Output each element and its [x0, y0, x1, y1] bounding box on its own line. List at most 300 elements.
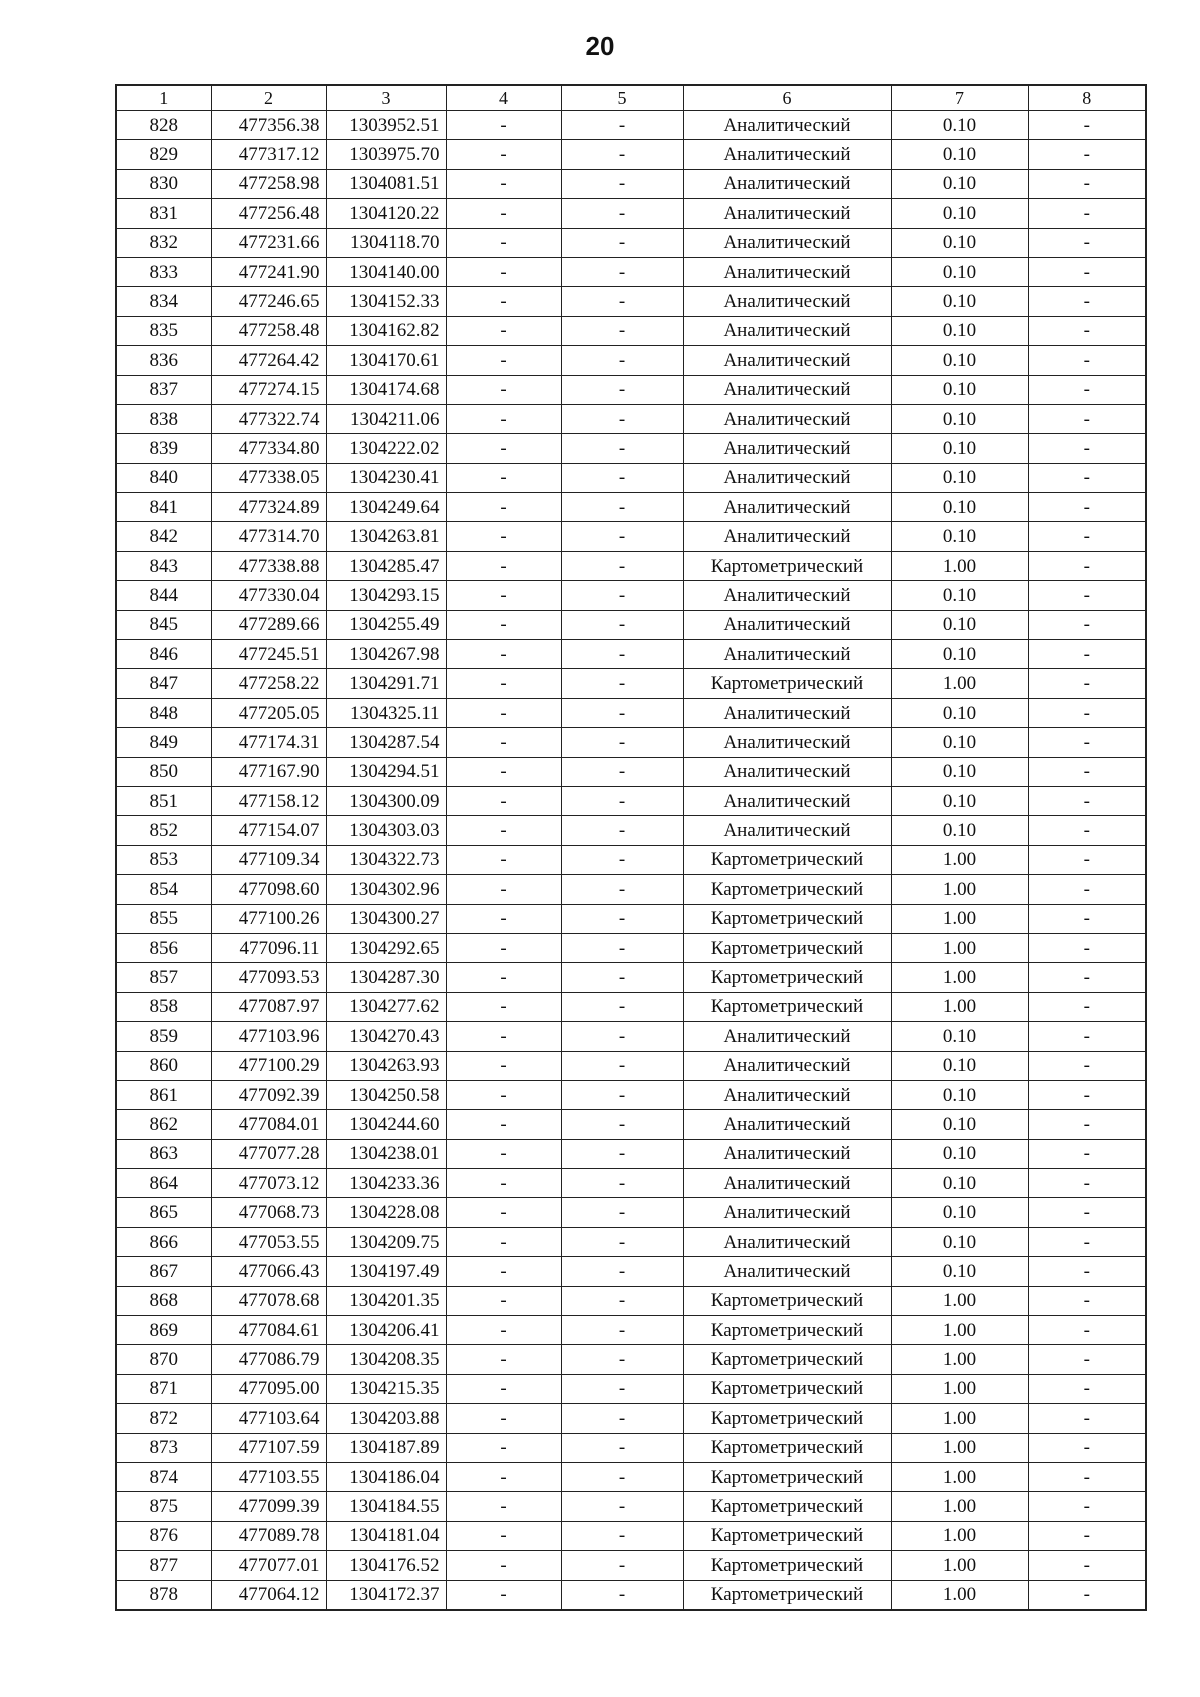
cell-method: Аналитический	[683, 757, 891, 786]
cell-coordinate-x: 477356.38	[211, 111, 326, 140]
cell-col-8: -	[1028, 845, 1146, 874]
cell-method: Аналитический	[683, 346, 891, 375]
cell-col-5: -	[561, 463, 683, 492]
table-row	[116, 875, 1146, 904]
cell-coordinate-y: 1304302.96	[326, 875, 446, 904]
cell-accuracy: 0.10	[891, 757, 1028, 786]
cell-col-8: -	[1028, 1110, 1146, 1139]
table-row	[116, 1551, 1146, 1580]
cell-accuracy: 0.10	[891, 169, 1028, 198]
cell-accuracy: 1.00	[891, 669, 1028, 698]
cell-col-5: -	[561, 610, 683, 639]
cell-method: Аналитический	[683, 698, 891, 727]
cell-coordinate-x: 477064.12	[211, 1580, 326, 1610]
cell-method: Аналитический	[683, 1110, 891, 1139]
table-row	[116, 1198, 1146, 1227]
cell-col-8: -	[1028, 963, 1146, 992]
cell-coordinate-x: 477098.60	[211, 875, 326, 904]
cell-coordinate-x: 477314.70	[211, 522, 326, 551]
cell-col-4: -	[446, 316, 561, 345]
cell-point-number: 847	[116, 669, 211, 698]
table-row	[116, 1110, 1146, 1139]
cell-method: Картометрический	[683, 992, 891, 1021]
cell-col-4: -	[446, 551, 561, 580]
cell-point-number: 856	[116, 933, 211, 962]
cell-accuracy: 0.10	[891, 1139, 1028, 1168]
cell-col-5: -	[561, 904, 683, 933]
cell-col-4: -	[446, 1580, 561, 1610]
cell-coordinate-y: 1304206.41	[326, 1316, 446, 1345]
cell-coordinate-x: 477100.29	[211, 1051, 326, 1080]
cell-accuracy: 1.00	[891, 1345, 1028, 1374]
cell-accuracy: 1.00	[891, 1316, 1028, 1345]
cell-col-5: -	[561, 786, 683, 815]
cell-col-8: -	[1028, 1316, 1146, 1345]
cell-coordinate-x: 477073.12	[211, 1169, 326, 1198]
cell-method: Аналитический	[683, 1198, 891, 1227]
cell-method: Аналитический	[683, 199, 891, 228]
cell-point-number: 865	[116, 1198, 211, 1227]
cell-col-4: -	[446, 1462, 561, 1491]
cell-col-5: -	[561, 963, 683, 992]
cell-method: Аналитический	[683, 404, 891, 433]
cell-coordinate-y: 1304300.27	[326, 904, 446, 933]
table-row	[116, 257, 1146, 286]
cell-accuracy: 1.00	[891, 1374, 1028, 1403]
cell-col-4: -	[446, 434, 561, 463]
cell-accuracy: 1.00	[891, 904, 1028, 933]
cell-point-number: 843	[116, 551, 211, 580]
cell-col-4: -	[446, 493, 561, 522]
cell-coordinate-y: 1304285.47	[326, 551, 446, 580]
table-row	[116, 1492, 1146, 1521]
cell-coordinate-x: 477245.51	[211, 640, 326, 669]
cell-point-number: 864	[116, 1169, 211, 1198]
cell-method: Аналитический	[683, 581, 891, 610]
cell-coordinate-y: 1304118.70	[326, 228, 446, 257]
cell-point-number: 878	[116, 1580, 211, 1610]
cell-col-5: -	[561, 1227, 683, 1256]
cell-col-4: -	[446, 1551, 561, 1580]
cell-col-5: -	[561, 1433, 683, 1462]
cell-col-4: -	[446, 963, 561, 992]
cell-coordinate-x: 477205.05	[211, 698, 326, 727]
cell-accuracy: 1.00	[891, 1521, 1028, 1550]
table-row	[116, 199, 1146, 228]
cell-accuracy: 0.10	[891, 610, 1028, 639]
cell-col-8: -	[1028, 316, 1146, 345]
cell-method: Аналитический	[683, 140, 891, 169]
cell-coordinate-y: 1304228.08	[326, 1198, 446, 1227]
cell-point-number: 871	[116, 1374, 211, 1403]
cell-col-8: -	[1028, 904, 1146, 933]
cell-method: Аналитический	[683, 287, 891, 316]
table-row	[116, 1462, 1146, 1491]
cell-coordinate-x: 477084.01	[211, 1110, 326, 1139]
table-row	[116, 1316, 1146, 1345]
cell-col-8: -	[1028, 1022, 1146, 1051]
cell-col-5: -	[561, 228, 683, 257]
cell-accuracy: 0.10	[891, 346, 1028, 375]
cell-method: Картометрический	[683, 1462, 891, 1491]
cell-method: Картометрический	[683, 1492, 891, 1521]
cell-col-4: -	[446, 287, 561, 316]
table-row	[116, 287, 1146, 316]
column-header: 8	[1028, 85, 1146, 111]
cell-col-4: -	[446, 1198, 561, 1227]
cell-point-number: 869	[116, 1316, 211, 1345]
cell-point-number: 870	[116, 1345, 211, 1374]
table-row	[116, 1374, 1146, 1403]
cell-point-number: 846	[116, 640, 211, 669]
cell-accuracy: 0.10	[891, 1080, 1028, 1109]
cell-accuracy: 0.10	[891, 287, 1028, 316]
cell-point-number: 842	[116, 522, 211, 551]
cell-col-4: -	[446, 669, 561, 698]
cell-col-4: -	[446, 1404, 561, 1433]
cell-col-8: -	[1028, 1051, 1146, 1080]
table-row	[116, 375, 1146, 404]
cell-col-5: -	[561, 1286, 683, 1315]
cell-col-5: -	[561, 875, 683, 904]
cell-method: Аналитический	[683, 640, 891, 669]
cell-accuracy: 1.00	[891, 1551, 1028, 1580]
cell-col-8: -	[1028, 1433, 1146, 1462]
cell-col-4: -	[446, 111, 561, 140]
column-header: 7	[891, 85, 1028, 111]
table-row	[116, 551, 1146, 580]
cell-col-4: -	[446, 1316, 561, 1345]
cell-col-5: -	[561, 728, 683, 757]
table-row	[116, 904, 1146, 933]
cell-point-number: 845	[116, 610, 211, 639]
cell-col-8: -	[1028, 698, 1146, 727]
cell-point-number: 873	[116, 1433, 211, 1462]
cell-col-5: -	[561, 140, 683, 169]
cell-accuracy: 1.00	[891, 1462, 1028, 1491]
cell-coordinate-x: 477078.68	[211, 1286, 326, 1315]
cell-col-8: -	[1028, 786, 1146, 815]
cell-coordinate-y: 1304233.36	[326, 1169, 446, 1198]
cell-coordinate-y: 1304140.00	[326, 257, 446, 286]
cell-method: Картометрический	[683, 1286, 891, 1315]
cell-coordinate-y: 1304174.68	[326, 375, 446, 404]
cell-point-number: 832	[116, 228, 211, 257]
cell-point-number: 851	[116, 786, 211, 815]
cell-coordinate-x: 477077.28	[211, 1139, 326, 1168]
cell-col-5: -	[561, 404, 683, 433]
cell-point-number: 828	[116, 111, 211, 140]
cell-col-8: -	[1028, 640, 1146, 669]
cell-col-5: -	[561, 1462, 683, 1491]
cell-coordinate-y: 1303952.51	[326, 111, 446, 140]
cell-method: Аналитический	[683, 434, 891, 463]
table-row	[116, 1080, 1146, 1109]
cell-col-8: -	[1028, 199, 1146, 228]
cell-coordinate-y: 1304152.33	[326, 287, 446, 316]
cell-method: Картометрический	[683, 1374, 891, 1403]
cell-coordinate-y: 1304263.93	[326, 1051, 446, 1080]
cell-col-8: -	[1028, 669, 1146, 698]
cell-point-number: 858	[116, 992, 211, 1021]
cell-col-8: -	[1028, 1286, 1146, 1315]
cell-col-8: -	[1028, 257, 1146, 286]
cell-col-8: -	[1028, 287, 1146, 316]
cell-col-8: -	[1028, 1198, 1146, 1227]
cell-col-8: -	[1028, 757, 1146, 786]
cell-col-8: -	[1028, 404, 1146, 433]
cell-col-4: -	[446, 140, 561, 169]
cell-coordinate-x: 477086.79	[211, 1345, 326, 1374]
cell-accuracy: 0.10	[891, 316, 1028, 345]
cell-coordinate-y: 1304294.51	[326, 757, 446, 786]
cell-col-4: -	[446, 786, 561, 815]
table-row	[116, 1169, 1146, 1198]
cell-method: Аналитический	[683, 1080, 891, 1109]
cell-point-number: 830	[116, 169, 211, 198]
table-row	[116, 140, 1146, 169]
cell-method: Картометрический	[683, 1316, 891, 1345]
cell-point-number: 859	[116, 1022, 211, 1051]
cell-accuracy: 1.00	[891, 1433, 1028, 1462]
table-row	[116, 728, 1146, 757]
cell-col-5: -	[561, 1139, 683, 1168]
cell-col-5: -	[561, 698, 683, 727]
cell-col-4: -	[446, 640, 561, 669]
cell-coordinate-y: 1303975.70	[326, 140, 446, 169]
cell-col-5: -	[561, 845, 683, 874]
table-header-row	[116, 85, 1146, 111]
cell-col-8: -	[1028, 581, 1146, 610]
table-row	[116, 1433, 1146, 1462]
cell-col-5: -	[561, 1521, 683, 1550]
cell-method: Аналитический	[683, 1022, 891, 1051]
cell-coordinate-x: 477087.97	[211, 992, 326, 1021]
column-header: 2	[211, 85, 326, 111]
cell-coordinate-y: 1304208.35	[326, 1345, 446, 1374]
cell-method: Аналитический	[683, 1139, 891, 1168]
cell-col-8: -	[1028, 463, 1146, 492]
cell-coordinate-x: 477095.00	[211, 1374, 326, 1403]
cell-col-5: -	[561, 669, 683, 698]
cell-col-8: -	[1028, 1404, 1146, 1433]
cell-coordinate-y: 1304170.61	[326, 346, 446, 375]
cell-col-5: -	[561, 1404, 683, 1433]
cell-accuracy: 0.10	[891, 257, 1028, 286]
cell-point-number: 835	[116, 316, 211, 345]
cell-coordinate-x: 477317.12	[211, 140, 326, 169]
cell-coordinate-x: 477322.74	[211, 404, 326, 433]
cell-coordinate-x: 477264.42	[211, 346, 326, 375]
cell-col-5: -	[561, 375, 683, 404]
cell-col-5: -	[561, 346, 683, 375]
cell-col-8: -	[1028, 493, 1146, 522]
cell-col-4: -	[446, 463, 561, 492]
table-row	[116, 404, 1146, 433]
cell-coordinate-y: 1304176.52	[326, 1551, 446, 1580]
cell-accuracy: 0.10	[891, 375, 1028, 404]
cell-coordinate-x: 477231.66	[211, 228, 326, 257]
table-row	[116, 610, 1146, 639]
cell-accuracy: 0.10	[891, 816, 1028, 845]
cell-accuracy: 1.00	[891, 933, 1028, 962]
cell-accuracy: 0.10	[891, 1022, 1028, 1051]
cell-coordinate-y: 1304277.62	[326, 992, 446, 1021]
cell-col-4: -	[446, 1169, 561, 1198]
cell-accuracy: 1.00	[891, 963, 1028, 992]
cell-col-8: -	[1028, 1580, 1146, 1610]
cell-coordinate-y: 1304249.64	[326, 493, 446, 522]
cell-method: Аналитический	[683, 522, 891, 551]
cell-coordinate-x: 477103.64	[211, 1404, 326, 1433]
table-row	[116, 346, 1146, 375]
cell-coordinate-y: 1304292.65	[326, 933, 446, 962]
table-row	[116, 1286, 1146, 1315]
cell-col-5: -	[561, 1051, 683, 1080]
cell-col-8: -	[1028, 1227, 1146, 1256]
cell-method: Картометрический	[683, 1521, 891, 1550]
cell-coordinate-x: 477256.48	[211, 199, 326, 228]
cell-method: Картометрический	[683, 1551, 891, 1580]
cell-point-number: 849	[116, 728, 211, 757]
table-row	[116, 1227, 1146, 1256]
cell-point-number: 877	[116, 1551, 211, 1580]
cell-coordinate-x: 477274.15	[211, 375, 326, 404]
cell-col-8: -	[1028, 816, 1146, 845]
cell-coordinate-y: 1304186.04	[326, 1462, 446, 1491]
cell-coordinate-y: 1304187.89	[326, 1433, 446, 1462]
cell-col-8: -	[1028, 551, 1146, 580]
cell-col-4: -	[446, 1492, 561, 1521]
cell-coordinate-x: 477154.07	[211, 816, 326, 845]
cell-coordinate-x: 477258.98	[211, 169, 326, 198]
cell-coordinate-x: 477167.90	[211, 757, 326, 786]
cell-point-number: 850	[116, 757, 211, 786]
cell-point-number: 837	[116, 375, 211, 404]
cell-col-8: -	[1028, 1139, 1146, 1168]
cell-col-4: -	[446, 1227, 561, 1256]
cell-col-8: -	[1028, 1257, 1146, 1286]
cell-col-4: -	[446, 1374, 561, 1403]
cell-coordinate-y: 1304267.98	[326, 640, 446, 669]
cell-coordinate-y: 1304081.51	[326, 169, 446, 198]
cell-col-5: -	[561, 493, 683, 522]
cell-point-number: 855	[116, 904, 211, 933]
cell-point-number: 848	[116, 698, 211, 727]
cell-point-number: 840	[116, 463, 211, 492]
cell-coordinate-x: 477100.26	[211, 904, 326, 933]
cell-coordinate-y: 1304201.35	[326, 1286, 446, 1315]
cell-col-8: -	[1028, 1169, 1146, 1198]
cell-coordinate-x: 477258.48	[211, 316, 326, 345]
cell-col-5: -	[561, 1551, 683, 1580]
cell-method: Картометрический	[683, 963, 891, 992]
cell-coordinate-x: 477053.55	[211, 1227, 326, 1256]
cell-method: Картометрический	[683, 669, 891, 698]
cell-col-5: -	[561, 816, 683, 845]
cell-col-4: -	[446, 757, 561, 786]
cell-col-5: -	[561, 551, 683, 580]
cell-col-4: -	[446, 698, 561, 727]
cell-col-5: -	[561, 1374, 683, 1403]
cell-col-4: -	[446, 257, 561, 286]
cell-col-8: -	[1028, 610, 1146, 639]
cell-coordinate-x: 477068.73	[211, 1198, 326, 1227]
cell-col-4: -	[446, 816, 561, 845]
table-row	[116, 992, 1146, 1021]
table-row	[116, 933, 1146, 962]
cell-col-5: -	[561, 111, 683, 140]
cell-col-8: -	[1028, 346, 1146, 375]
table-row	[116, 786, 1146, 815]
cell-coordinate-y: 1304300.09	[326, 786, 446, 815]
cell-coordinate-y: 1304322.73	[326, 845, 446, 874]
cell-coordinate-x: 477330.04	[211, 581, 326, 610]
table-row	[116, 493, 1146, 522]
cell-coordinate-y: 1304287.54	[326, 728, 446, 757]
cell-col-8: -	[1028, 169, 1146, 198]
cell-accuracy: 1.00	[891, 992, 1028, 1021]
table-row	[116, 1404, 1146, 1433]
cell-method: Аналитический	[683, 786, 891, 815]
cell-method: Аналитический	[683, 463, 891, 492]
cell-coordinate-y: 1304184.55	[326, 1492, 446, 1521]
cell-method: Аналитический	[683, 316, 891, 345]
cell-accuracy: 1.00	[891, 1286, 1028, 1315]
cell-col-5: -	[561, 581, 683, 610]
cell-coordinate-y: 1304291.71	[326, 669, 446, 698]
cell-point-number: 831	[116, 199, 211, 228]
cell-accuracy: 0.10	[891, 1198, 1028, 1227]
cell-point-number: 838	[116, 404, 211, 433]
table-row	[116, 1521, 1146, 1550]
cell-point-number: 839	[116, 434, 211, 463]
cell-method: Картометрический	[683, 1404, 891, 1433]
column-header: 1	[116, 85, 211, 111]
column-header: 5	[561, 85, 683, 111]
cell-coordinate-x: 477334.80	[211, 434, 326, 463]
cell-method: Аналитический	[683, 228, 891, 257]
cell-coordinate-y: 1304325.11	[326, 698, 446, 727]
cell-point-number: 866	[116, 1227, 211, 1256]
cell-coordinate-x: 477084.61	[211, 1316, 326, 1345]
cell-coordinate-x: 477289.66	[211, 610, 326, 639]
cell-accuracy: 0.10	[891, 728, 1028, 757]
cell-method: Аналитический	[683, 1227, 891, 1256]
cell-coordinate-y: 1304303.03	[326, 816, 446, 845]
cell-col-5: -	[561, 992, 683, 1021]
cell-col-5: -	[561, 1080, 683, 1109]
cell-coordinate-x: 477338.88	[211, 551, 326, 580]
cell-point-number: 844	[116, 581, 211, 610]
table-row	[116, 1345, 1146, 1374]
cell-accuracy: 0.10	[891, 493, 1028, 522]
cell-point-number: 867	[116, 1257, 211, 1286]
column-header: 4	[446, 85, 561, 111]
cell-point-number: 841	[116, 493, 211, 522]
table-row	[116, 228, 1146, 257]
cell-col-4: -	[446, 1345, 561, 1374]
cell-method: Аналитический	[683, 169, 891, 198]
cell-col-4: -	[446, 904, 561, 933]
coordinates-table	[115, 84, 1147, 1611]
table-row	[116, 1022, 1146, 1051]
cell-col-8: -	[1028, 434, 1146, 463]
cell-method: Картометрический	[683, 845, 891, 874]
cell-accuracy: 0.10	[891, 228, 1028, 257]
cell-method: Картометрический	[683, 875, 891, 904]
cell-accuracy: 1.00	[891, 875, 1028, 904]
